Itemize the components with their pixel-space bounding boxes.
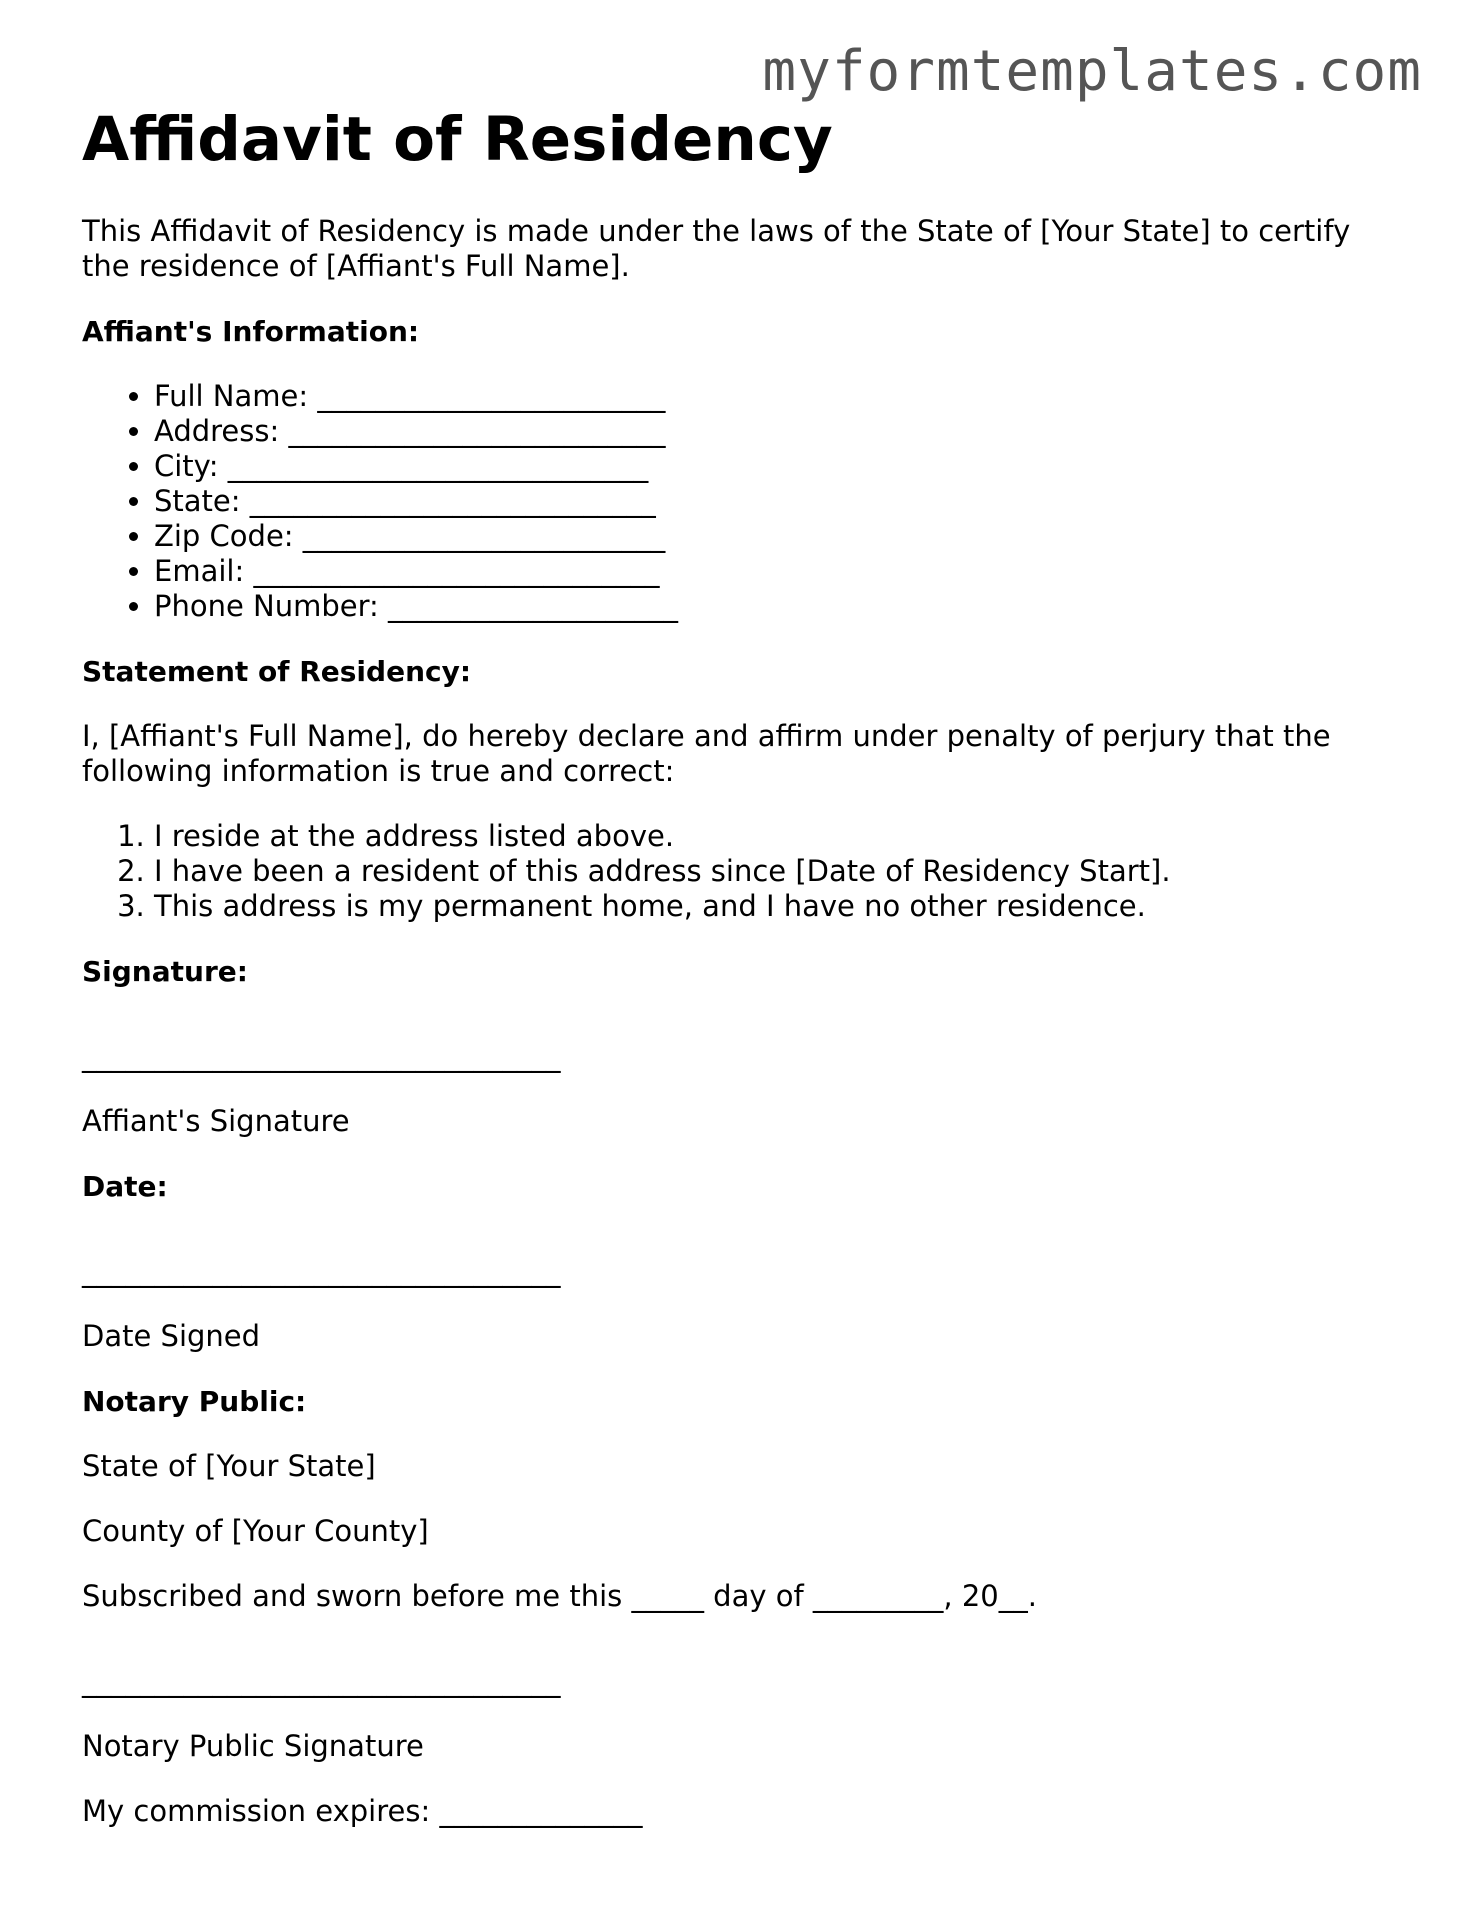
watermark: myformtemplates.com bbox=[762, 39, 1422, 104]
date-signed-line[interactable]: _________________________________ bbox=[82, 1254, 561, 1288]
field-zip-code[interactable]: • Zip Code: _________________________ bbox=[154, 519, 1402, 554]
affiant-info-list bbox=[82, 379, 1402, 624]
statement-item: 1. I reside at the address listed above. bbox=[154, 819, 1402, 854]
statement-item: 3. This address is my permanent home, and I have no other residence. bbox=[154, 889, 1402, 924]
affiant-signature-line[interactable]: _________________________________ bbox=[82, 1039, 561, 1073]
intro-paragraph: This Affidavit of Residency is made under the laws of the State of [Your State] to certify the residence of [Affiant's Full Name]. bbox=[82, 214, 1351, 283]
document-page bbox=[82, 104, 1402, 1829]
notary-county: County of [Your County] bbox=[82, 1514, 429, 1548]
statement-text: I, [Affiant's Full Name], do hereby declare and affirm under penalty of perjury that the following information is true and correct: bbox=[82, 719, 1331, 788]
field-full-name[interactable]: • Full Name: ________________________ bbox=[154, 379, 1402, 414]
field-phone-number[interactable]: • Phone Number: ____________________ bbox=[154, 589, 1402, 624]
date-heading: Date: bbox=[82, 1170, 168, 1203]
field-email[interactable]: • Email: ____________________________ bbox=[154, 554, 1402, 589]
field-city[interactable]: • City: _____________________________ bbox=[154, 449, 1402, 484]
field-state[interactable]: • State: ____________________________ bbox=[154, 484, 1402, 519]
date-signed-label: Date Signed bbox=[82, 1319, 261, 1353]
notary-sworn-statement[interactable]: Subscribed and sworn before me this _____ day of _________, 20__. bbox=[82, 1579, 1037, 1613]
notary-state: State of [Your State] bbox=[82, 1449, 376, 1483]
statement-list bbox=[82, 819, 1402, 924]
commission-expires-field[interactable]: My commission expires: ______________ bbox=[82, 1794, 643, 1828]
affiant-signature-label: Affiant's Signature bbox=[82, 1104, 350, 1138]
signature-heading: Signature: bbox=[82, 955, 248, 988]
notary-signature-line[interactable]: _________________________________ bbox=[82, 1664, 561, 1698]
notary-heading: Notary Public: bbox=[82, 1385, 307, 1418]
page-title: Affidavit of Residency bbox=[82, 104, 833, 175]
affiant-info-heading: Affiant's Information: bbox=[82, 315, 420, 348]
notary-signature-label: Notary Public Signature bbox=[82, 1729, 424, 1763]
statement-item: 2. I have been a resident of this address since [Date of Residency Start]. bbox=[154, 854, 1402, 889]
statement-heading: Statement of Residency: bbox=[82, 655, 472, 688]
field-address[interactable]: • Address: __________________________ bbox=[154, 414, 1402, 449]
